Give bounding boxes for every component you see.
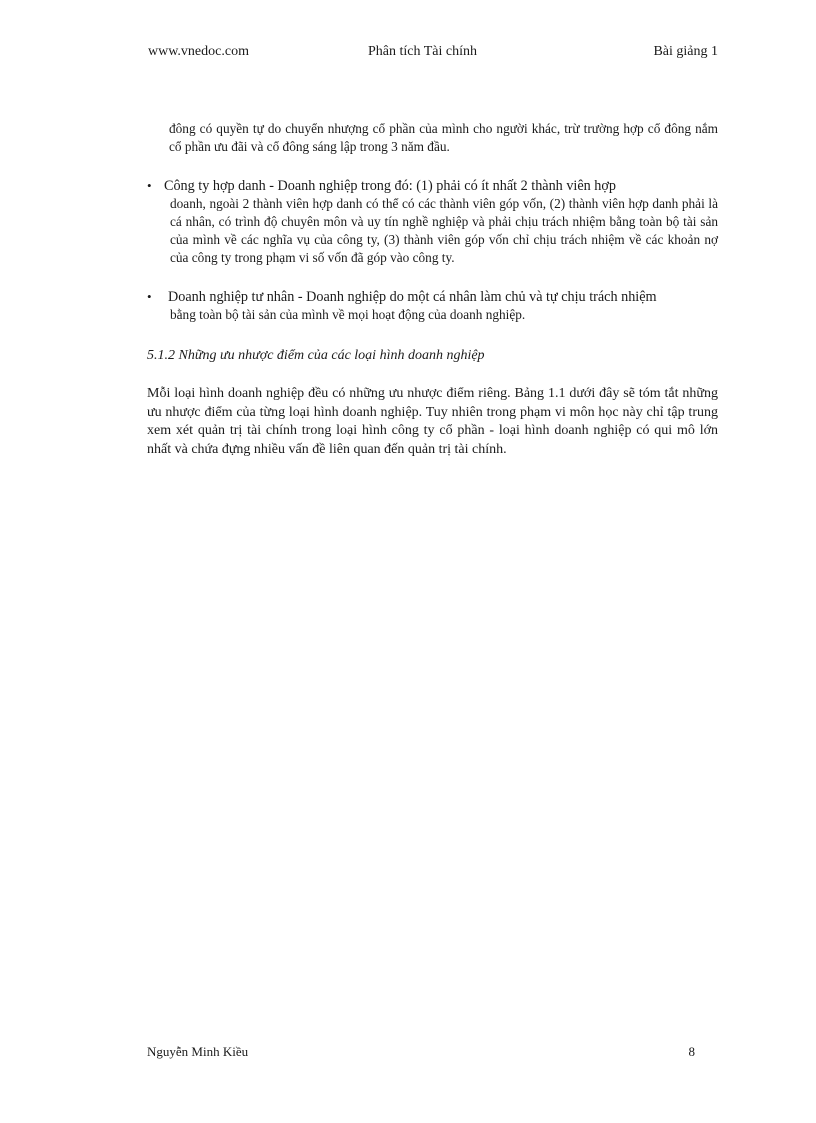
header-title: Phân tích Tài chính: [368, 44, 477, 59]
page-header: [138, 44, 722, 64]
page-number: 8: [688, 1044, 695, 1059]
bullet-item-private: [147, 288, 718, 324]
bullet-icon: •: [147, 289, 152, 304]
bullet-lead-line: Công ty hợp danh - Doanh nghiệp trong đó: (1) phải có ít nhất 2 thành viên hợp: [164, 178, 616, 194]
page-body: [147, 120, 718, 459]
header-website: www.vnedoc.com: [148, 44, 249, 59]
bullet-text: [164, 177, 718, 267]
header-lecture: Bài giảng 1: [653, 44, 718, 59]
body-paragraph: Mỗi loại hình doanh nghiệp đều có những ưu nhược điểm riêng. Bảng 1.1 dưới đây sẽ tóm tắt những ưu nhược điểm của từng loại hình doanh nghiệp. Tuy nhiên trong phạm vi môn học này chỉ tập trung xem xét quản trị tài chính trong loại hình công ty cổ phần - loại hình doanh nghiệp có qui mô lớn nhất và chứa đựng nhiều vấn đề liên quan đến quản trị tài chính.: [147, 386, 718, 457]
bullet-rest: bằng toàn bộ tài sản của mình về mọi hoạt động của doanh nghiệp.: [170, 307, 526, 322]
bullet-rest: doanh, ngoài 2 thành viên hợp danh có thể có các thành viên góp vốn, (2) thành viên hợp danh phải là cá nhân, có trình độ chuyên môn và uy tín nghề nghiệp và phải chịu trách nhiệm bằng toàn bộ tài sản của mình về các nghĩa vụ của công ty, (3) thành viên góp vốn chỉ chịu trách nhiệm về các khoản nợ của công ty trong phạm vi số vốn đã góp vào công ty.: [170, 196, 718, 265]
continuation-paragraph: đông có quyền tự do chuyển nhượng cổ phần của mình cho người khác, trừ trường hợp cổ đông nắm cổ phần ưu đãi và cổ đông sáng lập trong 3 năm đầu.: [169, 121, 718, 154]
section-subheading: 5.1.2 Những ưu nhược điểm của các loại hình doanh nghiệp: [147, 348, 485, 363]
bullet-lead-line: Doanh nghiệp tư nhân - Doanh nghiệp do một cá nhân làm chủ và tự chịu trách nhiệm: [168, 289, 657, 305]
bullet-text: [168, 288, 718, 324]
bullet-item-partnership: [147, 177, 718, 267]
bullet-icon: •: [147, 178, 152, 193]
footer-author: Nguyễn Minh Kiều: [147, 1044, 249, 1059]
